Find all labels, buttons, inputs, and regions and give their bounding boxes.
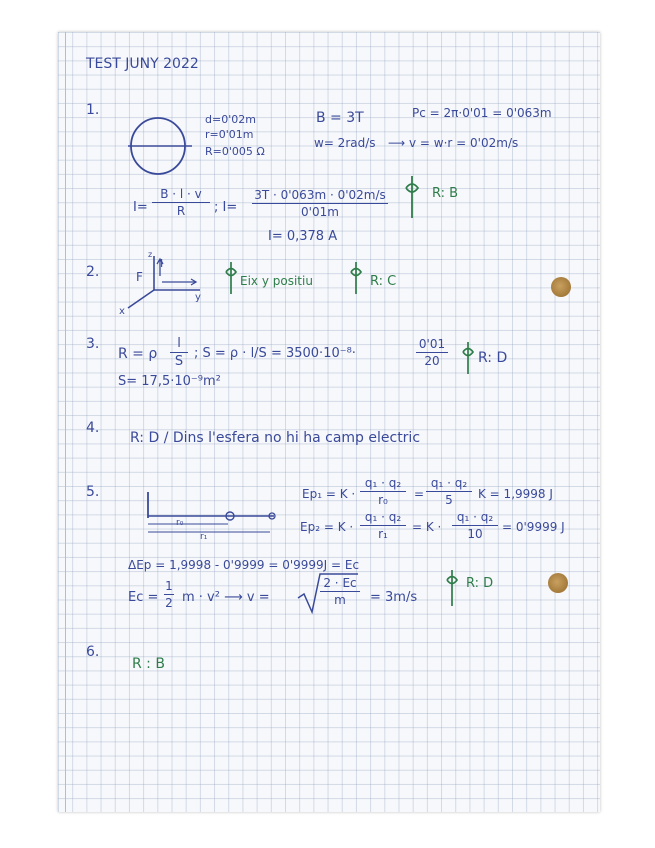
q1-diameter: d=0'02m [205,113,256,126]
punch-hole-top [551,277,571,297]
q5-velocity-result: = 3m/s [370,590,418,605]
q3-frac2-num: 0'01 [418,337,446,351]
q2-direction-text: Eix y positiu [240,274,313,288]
q5-ep1-equals: = [414,487,425,501]
loop-circle-diagram [128,115,198,181]
q5-ec-formula: m · v² ⟶ v = [182,590,270,605]
q1-velocity: ⟶ v = w·r = 0'02m/s [388,136,519,150]
q2-label-y: y [195,292,201,303]
q1-perimeter: Pc = 2π·0'01 = 0'063m [412,106,552,120]
page-title: TEST JUNY 2022 [86,56,199,72]
q5-answer: R: D [466,576,494,591]
q1-angular-velocity: w= 2rad/s [314,136,376,150]
q5-ep2-fraction2 [452,510,498,541]
q5-ep1-label: Ep₁ = K · [302,487,356,501]
q5-ep1-fraction1 [360,476,406,507]
q5-ec-half [164,579,174,610]
q1-number: 1. [86,102,100,118]
q3-answer-mark [462,340,474,376]
q1-current-result: I= 0,378 A [268,229,338,244]
q5-sqrt-fraction [320,576,360,607]
q1-answer: R: B [432,186,459,201]
q5-ec-label: Ec = [128,590,159,605]
q3-formula-r: R = ρ [118,346,158,362]
q5-ep1-num1: q₁ · q₂ [364,476,402,490]
q2-answer-mark [350,260,362,296]
q5-delta-ep: ΔEp = 1,9998 - 0'9999 = 0'9999J = Ec [128,558,360,572]
q5-ep2-mid: = K · [412,520,442,534]
q1-frac2-num: 3T · 0'063m · 0'02m/s [254,188,386,202]
q5-distance-diagram [140,488,280,544]
q5-label-r1: r₁ [200,532,208,542]
q3-formula-s: ; S = ρ · l/S = 3500·10⁻⁸· [194,346,356,361]
q5-ep2-result: = 0'9999 J [502,520,565,534]
q5-ep2-den1: r₁ [378,527,388,541]
q1-frac2-den: 0'01m [301,205,339,219]
q6-answer: R : B [132,656,165,672]
q4-number: 4. [86,420,100,436]
q2-label-f: F [136,270,143,284]
q3-frac1-den: S [174,354,184,369]
q3-frac1-num: l [177,336,181,351]
q2-label-x: x [119,306,125,317]
q5-sqrt-den: m [334,593,346,607]
q2-number: 2. [86,264,100,280]
q5-ep2-num2: q₁ · q₂ [456,510,494,524]
q5-answer-mark [446,568,458,608]
q3-frac2-den: 20 [424,354,440,368]
q1-field: B = 3T [316,110,364,126]
q5-ep2-num1: q₁ · q₂ [364,510,402,524]
q1-current-label: I= [133,200,148,215]
q5-ep2-fraction1 [360,510,406,541]
q5-ec-half-den: 2 [165,596,173,610]
q3-result: S= 17,5·10⁻⁹m² [118,374,221,389]
q3-number: 3. [86,336,100,352]
q2-axes-diagram [118,252,210,316]
q4-answer-text: R: D / Dins l'esfera no hi ha camp electric [130,430,421,446]
punch-hole-bottom [548,573,568,593]
q1-current-fraction2 [252,188,388,219]
q1-answer-mark [404,174,420,220]
q5-ep1-den1: r₀ [378,493,388,507]
q5-ep1-result: K = 1,9998 J [478,487,553,501]
q2-answer: R: C [370,274,397,289]
q1-radius: r=0'01m [205,128,254,141]
q5-ep1-num2: q₁ · q₂ [430,476,468,490]
q1-current-fraction1 [152,187,210,218]
q5-ep1-fraction2 [426,476,472,507]
margin-line [65,32,66,812]
q2-label-i: I [160,257,164,270]
q5-label-r0: r₀ [176,518,184,528]
q3-fraction-l-s [170,336,188,369]
q3-fraction-values [416,337,448,368]
q5-ep2-den2: 10 [467,527,483,541]
q3-answer: R: D [478,350,508,366]
q5-ec-half-num: 1 [165,579,173,593]
q1-frac1-num: B · l · v [160,187,202,201]
q5-sqrt-num: 2 · Ec [323,576,357,590]
q1-resistance: R=0'005 Ω [205,145,265,158]
q5-number: 5. [86,484,100,500]
q5-ep2-label: Ep₂ = K · [300,520,354,534]
q2-label-z: z [148,250,153,259]
q5-ep1-den2: 5 [445,493,453,507]
q1-current-sep: ; I= [214,200,238,215]
q1-frac1-den: R [176,204,186,218]
q2-text-mark [225,260,237,296]
q6-number: 6. [86,644,100,660]
